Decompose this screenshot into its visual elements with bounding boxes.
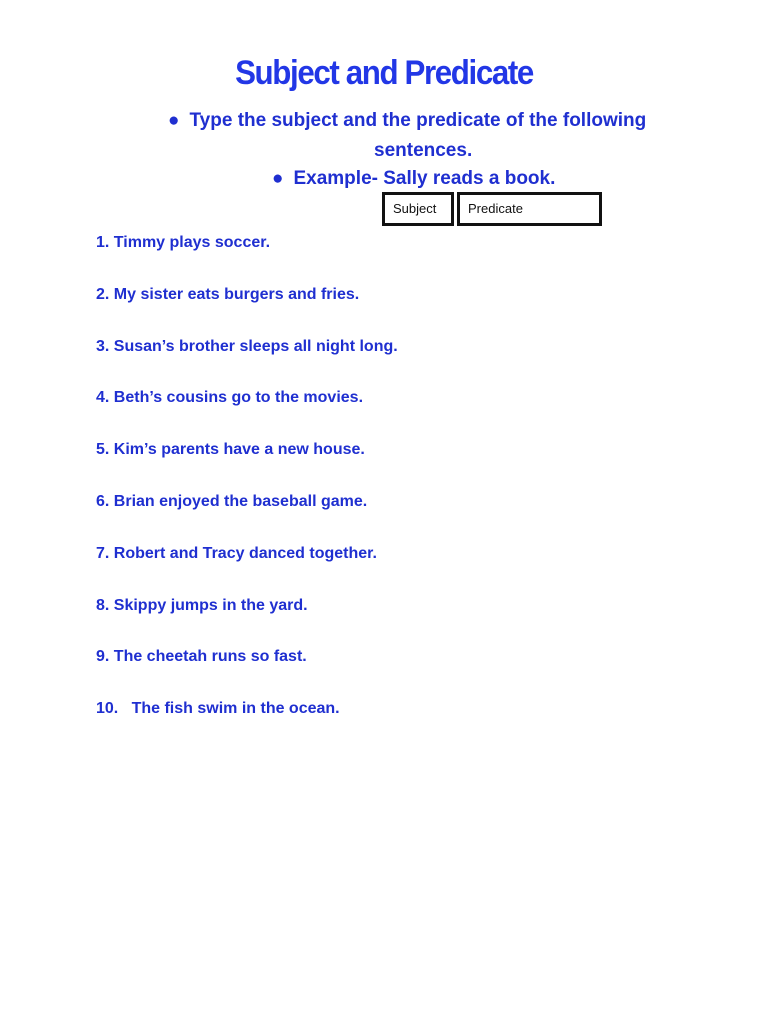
sentence-1: 1. Timmy plays soccer. <box>96 234 271 251</box>
sentence-4: 4. Beth’s cousins go to the movies. <box>96 389 364 407</box>
sentence-8: 8. Skippy jumps in the yard. <box>96 596 308 614</box>
instruction-text-1: Type the subject and the predicate of the following <box>189 110 647 131</box>
sentence-list <box>96 232 398 750</box>
bullet-icon: ● <box>168 110 180 131</box>
sentence-3: 3. Susan’s brother sleeps all night long. <box>96 337 398 355</box>
subject-box: Subject <box>382 192 454 226</box>
sentence-5: 5. Kim’s parents have a new house. <box>96 441 365 459</box>
sentence-9: 9. The cheetah runs so fast. <box>96 648 307 666</box>
sentence-7: 7. Robert and Tracy danced together. <box>96 544 377 562</box>
example-text: Example- Sally reads a book. <box>293 168 556 189</box>
predicate-box: Predicate <box>457 192 602 226</box>
example-answer-boxes <box>382 192 602 226</box>
instruction-line-1 <box>168 110 646 132</box>
sentence-10: 10. The fish swim in the ocean. <box>96 700 340 718</box>
instruction-line-2: sentences. <box>374 140 473 161</box>
sentence-6: 6. Brian enjoyed the baseball game. <box>96 492 368 510</box>
bullet-icon: ● <box>272 168 284 189</box>
sentence-2: 2. My sister eats burgers and fries. <box>96 285 360 303</box>
page-title: Subject and Predicate <box>235 54 533 92</box>
example-line <box>272 168 555 190</box>
